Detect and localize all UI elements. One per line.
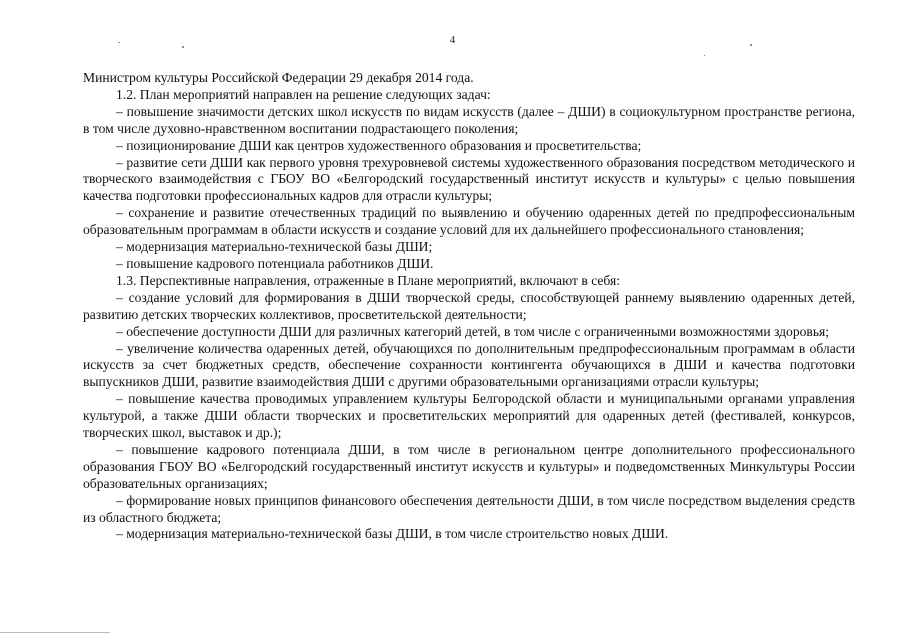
paragraph: – повышение кадрового потенциала ДШИ, в том числе в региональном центре дополнительного профессионального образования ГБОУ ВО «Белгородский государственный институт искусств и культуры» и подведомственных Минкультуры России образовательных организациях; [83, 441, 855, 491]
paragraph: Министром культуры Российской Федерации 29 декабря 2014 года. [83, 70, 474, 85]
scan-speck [118, 42, 120, 43]
paragraph: – повышение качества проводимых управлением культуры Белгородской области и муниципальными органами управления культурой, а также ДШИ области творческих и просветительских мероприятий для одаренных детей (фестивалей, конкурсов, творческих школ, выставок и др.); [83, 391, 855, 441]
scan-speck [704, 55, 705, 56]
scan-speck [182, 46, 184, 48]
paragraph: – модернизация материально-технической базы ДШИ, в том числе строительство новых ДШИ. [116, 526, 669, 542]
paragraph: – создание условий для формирования в ДШИ творческой среды, способствующей раннему выявлению одаренных детей, развитию детских творческих коллективов, просветительской деятельности; [83, 289, 855, 322]
paragraph: 1.3. Перспективные направления, отраженные в Плане мероприятий, включают в себя: [116, 272, 621, 288]
paragraph: – позиционирование ДШИ как центров художественного образования и просветительства; [116, 137, 642, 153]
paragraph: – модернизация материально-технической базы ДШИ; [116, 239, 433, 255]
paragraph: – сохранение и развитие отечественных традиций по выявлению и обучению одаренных детей по предпрофессиональным образовательным программам в области искусств и создание условий для их дальнейшего профессионального становления; [83, 205, 855, 238]
paragraph: – повышение значимости детских школ искусств по видам искусств (далее – ДШИ) в социокультурном пространстве региона, в том числе духовно-нравственном воспитании подрастающего поколения; [83, 103, 855, 136]
paragraph: – обеспечение доступности ДШИ для различных категорий детей, в том числе с ограниченными возможностями здоровья; [116, 323, 830, 339]
scan-edge-line [0, 632, 110, 633]
paragraph: – формирование новых принципов финансового обеспечения деятельности ДШИ, в том числе посредством выделения средств из областного бюджета; [83, 492, 855, 525]
paragraph: – развитие сети ДШИ как первого уровня трехуровневой системы художественного образования посредством методического и творческого взаимодействия с ГБОУ ВО «Белгородский государственный институт искусств и культуры» с целью повышения качества подготовки профессиональных кадров для отрасли культуры; [83, 154, 855, 204]
page-number: 4 [449, 34, 456, 46]
paragraph: – повышение кадрового потенциала работников ДШИ. [116, 255, 434, 271]
document-body [83, 70, 855, 543]
scan-speck [750, 44, 752, 46]
paragraph: – увеличение количества одаренных детей, обучающихся по дополнительным предпрофессиональным программам в области искусств за счет бюджетных средств, обеспечение сохранности контингента обучающихся в ДШИ и качества подготовки выпускников ДШИ, развитие взаимодействия ДШИ с другими образовательными организациями отрасли культуры; [83, 340, 855, 390]
paragraph: 1.2. План мероприятий направлен на решение следующих задач: [116, 86, 491, 102]
